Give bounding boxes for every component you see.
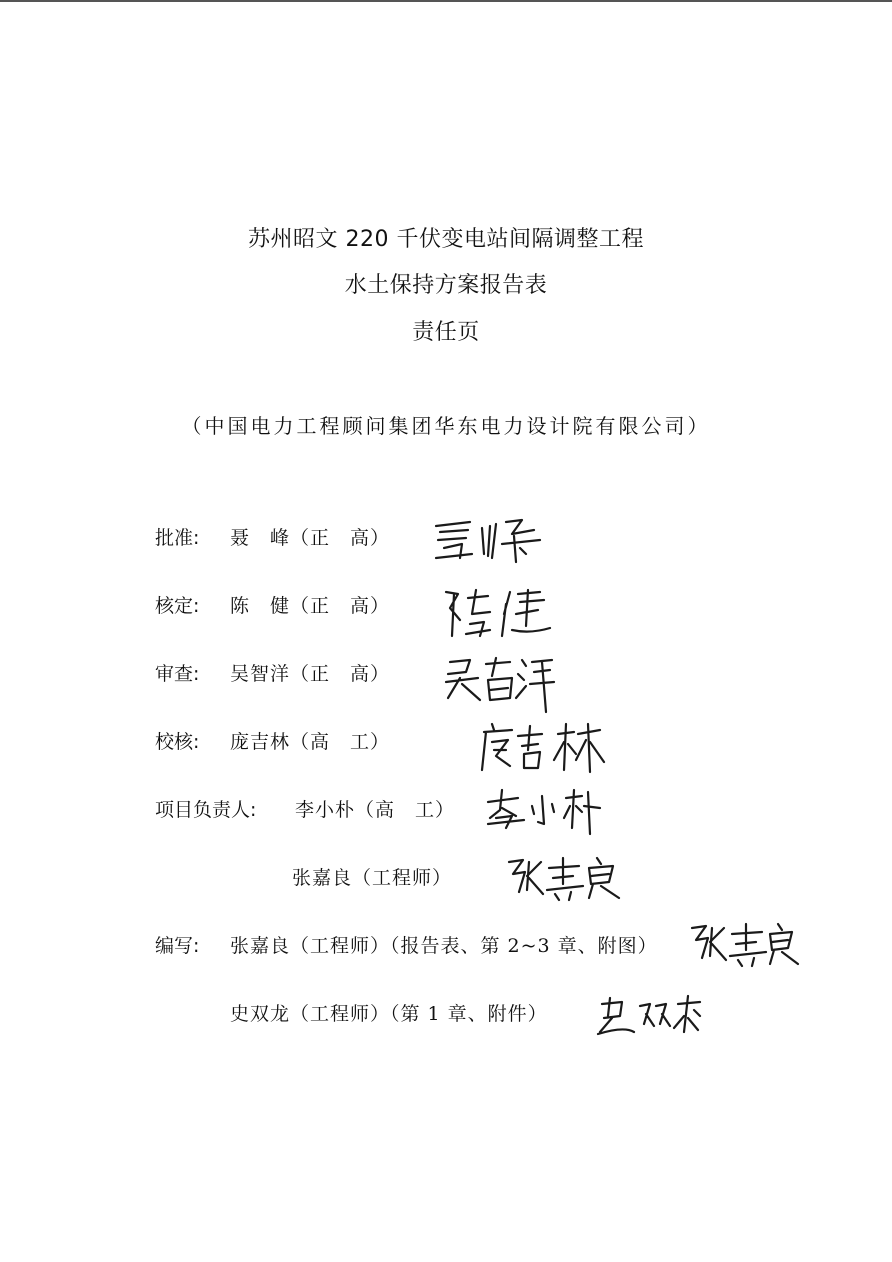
author-row [0, 998, 892, 1030]
person-name: 李小朴（高 工） [295, 799, 456, 821]
approval-row [0, 726, 892, 758]
signature-image [484, 788, 604, 838]
signature-image [594, 992, 706, 1042]
person-name: 陈 健（正 高） [230, 595, 391, 617]
person-name: 聂 峰（正 高） [230, 527, 391, 549]
signature-image [440, 586, 560, 642]
top-border-line [0, 0, 892, 2]
person-name: 吴智洋（正 高） [230, 663, 391, 685]
role-label: 核定: [155, 595, 200, 617]
approval-row [0, 658, 892, 690]
role-label: 校核: [155, 731, 200, 753]
approval-row [0, 590, 892, 622]
signature-image [505, 854, 625, 904]
approval-row [0, 794, 892, 826]
organization-name: （中国电力工程顾问集团华东电力设计院有限公司） [181, 414, 711, 438]
approval-row [0, 862, 892, 894]
person-name: 庞吉林（高 工） [230, 731, 391, 753]
person-name: 张嘉良（工程师）（报告表、第 2~3 章、附图） [230, 935, 658, 957]
author-row [0, 930, 892, 962]
document-title-report: 水土保持方案报告表 [344, 273, 548, 298]
person-name: 张嘉良（工程师） [292, 867, 453, 889]
document-title-project: 苏州昭文 220 千伏变电站间隔调整工程 [248, 227, 644, 252]
approval-row [0, 522, 892, 554]
role-label: 审查: [155, 663, 200, 685]
document-title-page: 责任页 [412, 320, 480, 345]
role-label: 批准: [155, 527, 200, 549]
person-name: 史双龙（工程师）（第 1 章、附件） [230, 1003, 548, 1025]
role-label: 编写: [155, 935, 200, 957]
role-label: 项目负责人: [155, 799, 257, 821]
signature-image [478, 720, 608, 780]
signature-image [430, 514, 550, 570]
signature-image [688, 920, 800, 970]
signature-image [440, 654, 560, 714]
